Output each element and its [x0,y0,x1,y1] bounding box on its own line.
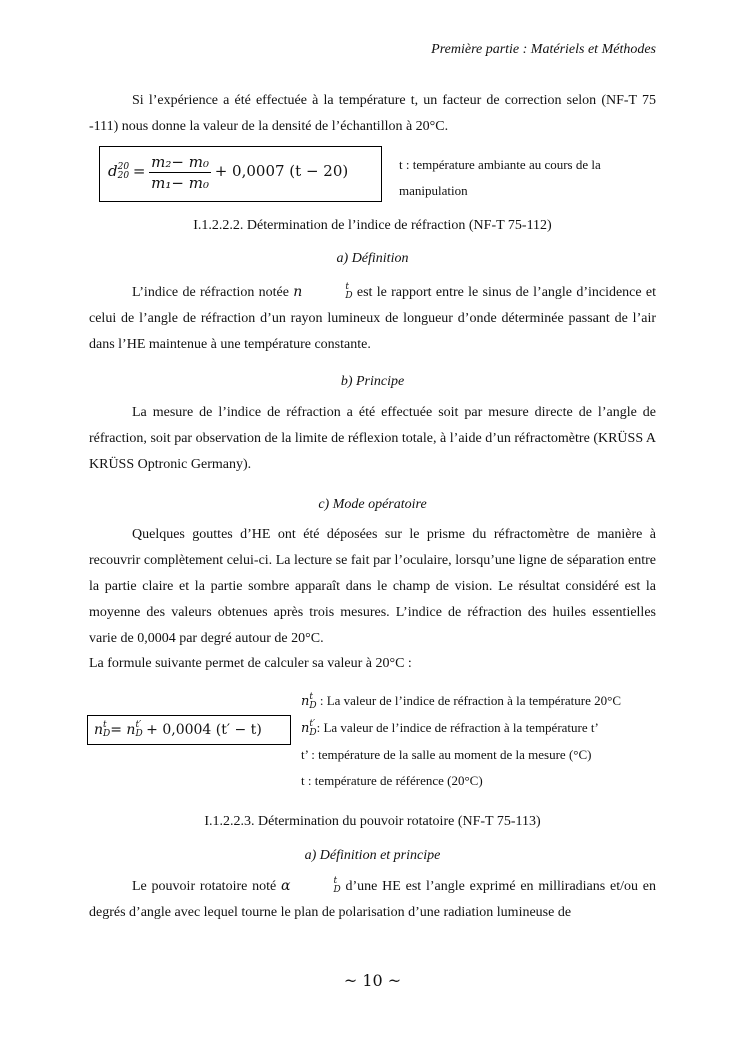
formula-density-rest: + 0,0007 (t − 20) [214,161,349,180]
symbol-nD-t: n t D [293,282,353,301]
formula-refraction-lhs: n t D [94,720,111,739]
page-number: ~ 10 ~ [343,971,402,990]
paragraph-refraction-principle: La mesure de l’indice de réfraction a été effectuée soit par mesure directe de l’angle de réfraction, soit par observation de la limite de réflexion totale, à l’aide d’un réfractomètre (KRÜSS A KRÜSS Optronic Germany). [89,405,656,472]
symbol-alpha-D-t: α t D [281,876,341,895]
paragraph-formula-intro: La formule suivante permet de calculer sa valeur à 20°C : [89,656,412,671]
refraction-formula-box [87,715,291,745]
formula-density-lhs: d 20 20 [108,161,130,181]
running-header: Première partie : Matériels et Méthodes [431,42,656,57]
legend-line-1: n t D : La valeur de l’indice de réfraction à la température 20°C [301,691,622,711]
density-formula-box: d 20 20 = $\frac{\text{m₂− m₀}}{\text{m₁− m₀}}$ + 0,0007 (t − 20) [99,146,382,202]
subheading-principle: b) Principe [340,374,405,389]
subheading-definition: a) Définition [336,251,409,266]
refraction-formula-legend [301,688,621,794]
formula-refraction-rhs-symbol: = n t′ D [110,720,143,739]
subheading-definition-principle: a) Définition et principe [304,848,441,863]
paragraph-rotatory-definition: Le pouvoir rotatoire noté α t D d’une HE est l’angle exprimé en milliradians et/ou en degrés d’angle avec lequel tourne le plan de polarisation d’une radiation lumineuse de [89,876,657,920]
density-formula-note: t : température ambiante au cours de la manipulation [399,157,601,198]
heading-rotatory-power: I.1.2.2.3. Détermination du pouvoir rotatoire (NF-T 75-113) [204,814,541,829]
subheading-procedure: c) Mode opératoire [318,497,427,512]
legend-line-2: n t′ D : La valeur de l’indice de réfraction à la température t’ [301,718,599,738]
formula-density-fraction: $\frac{\text{m₂− m₀}}{\text{m₁− m₀}}$ [151,153,209,192]
legend-line-3: t’ : température de la salle au moment de la mesure (°C) [301,747,592,762]
paragraph-refraction-definition: L’indice de réfraction notée n t D est le rapport entre le sinus de l’angle d’incidence et celui de l’angle de réfraction d’un rayon lumineux de longueur d’onde déterminée passant de l’air dans l’HE maintenue à une température constante. [89,282,657,352]
formula-refraction-rest: + 0,0004 (t′ − t) [146,722,262,738]
legend-line-4: t : température de référence (20°C) [301,773,483,788]
heading-refraction-index: I.1.2.2.2. Détermination de l’indice de réfraction (NF-T 75-112) [193,218,552,233]
paragraph-refraction-procedure: Quelques gouttes d’HE ont été déposées sur le prisme du réfractomètre de manière à recouvrir complètement celui-ci. La lecture se fait par l’oculaire, lorsqu’une ligne de séparation entre la partie claire et la partie sombre apparaît dans le champ de vision. Le résultat considéré est la moyenne des valeurs obtenues après trois mesures. L’indice de réfraction des huiles essentielles varie de 0,0004 par degré autour de 20°C. [89,527,656,646]
paragraph-density-correction: Si l’expérience a été effectuée à la température t, un facteur de correction selon (NF-T 75 -111) nous donne la valeur de la densité de l’échantillon à 20°C. [89,93,656,134]
